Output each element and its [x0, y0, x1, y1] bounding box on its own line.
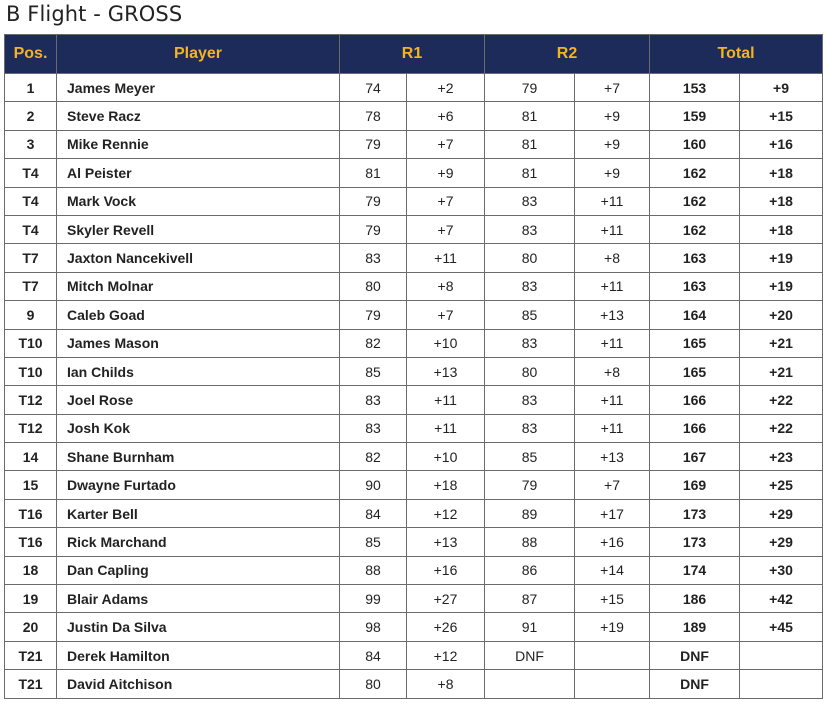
total-score-cell: 162: [650, 215, 740, 243]
table-row: [5, 74, 823, 102]
r2-to-par-cell: +15: [575, 585, 650, 613]
player-name-cell: Skyler Revell: [57, 215, 340, 243]
player-name-cell: Justin Da Silva: [57, 613, 340, 641]
r1-to-par-cell: +2: [407, 74, 485, 102]
r2-score-cell: 79: [485, 74, 575, 102]
total-score-cell: 153: [650, 74, 740, 102]
r1-score-cell: 79: [340, 301, 407, 329]
total-to-par-cell: +20: [740, 301, 823, 329]
r2-score-cell: 83: [485, 329, 575, 357]
table-row: [5, 471, 823, 499]
r2-to-par-cell: +11: [575, 329, 650, 357]
total-to-par-cell: +22: [740, 386, 823, 414]
total-score-cell: 162: [650, 159, 740, 187]
table-row: [5, 499, 823, 527]
r2-to-par-cell: [575, 670, 650, 698]
position-cell: T4: [5, 159, 57, 187]
table-row: [5, 244, 823, 272]
table-row: [5, 670, 823, 698]
r1-score-cell: 74: [340, 74, 407, 102]
player-name-cell: James Mason: [57, 329, 340, 357]
r1-score-cell: 80: [340, 272, 407, 300]
r1-to-par-cell: +11: [407, 386, 485, 414]
total-to-par-cell: +15: [740, 102, 823, 130]
r2-score-cell: 81: [485, 130, 575, 158]
r1-score-cell: 79: [340, 215, 407, 243]
position-cell: T16: [5, 499, 57, 527]
r1-to-par-cell: +12: [407, 499, 485, 527]
total-score-cell: 166: [650, 414, 740, 442]
total-to-par-cell: +9: [740, 74, 823, 102]
total-score-cell: 173: [650, 499, 740, 527]
table-row: [5, 528, 823, 556]
header-player: Player: [57, 35, 340, 74]
r1-to-par-cell: +10: [407, 329, 485, 357]
total-to-par-cell: +18: [740, 159, 823, 187]
r2-score-cell: 83: [485, 272, 575, 300]
position-cell: T21: [5, 670, 57, 698]
r1-to-par-cell: +27: [407, 585, 485, 613]
position-cell: 2: [5, 102, 57, 130]
position-cell: T16: [5, 528, 57, 556]
position-cell: 14: [5, 443, 57, 471]
r1-score-cell: 98: [340, 613, 407, 641]
r1-score-cell: 79: [340, 187, 407, 215]
table-row: [5, 443, 823, 471]
r2-to-par-cell: +13: [575, 443, 650, 471]
r1-score-cell: 83: [340, 386, 407, 414]
table-row: [5, 159, 823, 187]
table-row: [5, 272, 823, 300]
player-name-cell: Caleb Goad: [57, 301, 340, 329]
r2-to-par-cell: +19: [575, 613, 650, 641]
r2-score-cell: 91: [485, 613, 575, 641]
r1-score-cell: 81: [340, 159, 407, 187]
r1-to-par-cell: +11: [407, 414, 485, 442]
table-row: [5, 556, 823, 584]
r1-score-cell: 88: [340, 556, 407, 584]
total-score-cell: 167: [650, 443, 740, 471]
player-name-cell: James Meyer: [57, 74, 340, 102]
header-total: Total: [650, 35, 823, 74]
total-to-par-cell: +21: [740, 357, 823, 385]
r2-score-cell: 87: [485, 585, 575, 613]
r2-to-par-cell: +11: [575, 215, 650, 243]
r2-to-par-cell: +9: [575, 102, 650, 130]
table-row: [5, 414, 823, 442]
r1-to-par-cell: +7: [407, 301, 485, 329]
total-score-cell: 174: [650, 556, 740, 584]
total-score-cell: 163: [650, 272, 740, 300]
table-row: [5, 187, 823, 215]
player-name-cell: Karter Bell: [57, 499, 340, 527]
player-name-cell: Derek Hamilton: [57, 641, 340, 669]
player-name-cell: Jaxton Nancekivell: [57, 244, 340, 272]
r1-to-par-cell: +8: [407, 670, 485, 698]
r2-to-par-cell: +11: [575, 272, 650, 300]
total-score-cell: 165: [650, 329, 740, 357]
player-name-cell: David Aitchison: [57, 670, 340, 698]
r2-to-par-cell: +11: [575, 414, 650, 442]
r1-to-par-cell: +6: [407, 102, 485, 130]
table-row: [5, 102, 823, 130]
r2-to-par-cell: +13: [575, 301, 650, 329]
r2-score-cell: 85: [485, 301, 575, 329]
header-row: [5, 35, 823, 74]
player-name-cell: Blair Adams: [57, 585, 340, 613]
r2-score-cell: 83: [485, 414, 575, 442]
total-to-par-cell: +16: [740, 130, 823, 158]
r1-to-par-cell: +9: [407, 159, 485, 187]
r2-to-par-cell: +7: [575, 471, 650, 499]
total-to-par-cell: +45: [740, 613, 823, 641]
player-name-cell: Dan Capling: [57, 556, 340, 584]
position-cell: 9: [5, 301, 57, 329]
r1-to-par-cell: +12: [407, 641, 485, 669]
total-to-par-cell: +22: [740, 414, 823, 442]
header-r1: R1: [340, 35, 485, 74]
player-name-cell: Shane Burnham: [57, 443, 340, 471]
r1-to-par-cell: +13: [407, 528, 485, 556]
player-name-cell: Mark Vock: [57, 187, 340, 215]
total-to-par-cell: +19: [740, 244, 823, 272]
table-row: [5, 329, 823, 357]
table-row: [5, 130, 823, 158]
position-cell: T12: [5, 386, 57, 414]
position-cell: 19: [5, 585, 57, 613]
total-to-par-cell: +23: [740, 443, 823, 471]
total-score-cell: 186: [650, 585, 740, 613]
player-name-cell: Joel Rose: [57, 386, 340, 414]
position-cell: 20: [5, 613, 57, 641]
r2-score-cell: [485, 670, 575, 698]
r2-to-par-cell: +14: [575, 556, 650, 584]
total-to-par-cell: +25: [740, 471, 823, 499]
r1-to-par-cell: +11: [407, 244, 485, 272]
position-cell: T4: [5, 215, 57, 243]
r2-to-par-cell: [575, 641, 650, 669]
table-row: [5, 386, 823, 414]
total-score-cell: 160: [650, 130, 740, 158]
r1-score-cell: 83: [340, 414, 407, 442]
r1-score-cell: 80: [340, 670, 407, 698]
r2-to-par-cell: +9: [575, 130, 650, 158]
r2-score-cell: 81: [485, 159, 575, 187]
position-cell: T7: [5, 244, 57, 272]
total-score-cell: 189: [650, 613, 740, 641]
r2-score-cell: DNF: [485, 641, 575, 669]
position-cell: T7: [5, 272, 57, 300]
player-name-cell: Mike Rennie: [57, 130, 340, 158]
table-row: [5, 585, 823, 613]
r1-score-cell: 83: [340, 244, 407, 272]
r1-to-par-cell: +26: [407, 613, 485, 641]
r2-score-cell: 83: [485, 386, 575, 414]
r2-score-cell: 83: [485, 215, 575, 243]
header-pos: Pos.: [5, 35, 57, 74]
total-score-cell: 163: [650, 244, 740, 272]
position-cell: T10: [5, 357, 57, 385]
r2-to-par-cell: +8: [575, 244, 650, 272]
total-score-cell: DNF: [650, 670, 740, 698]
r2-to-par-cell: +11: [575, 187, 650, 215]
total-to-par-cell: +18: [740, 187, 823, 215]
r1-score-cell: 82: [340, 443, 407, 471]
total-score-cell: 173: [650, 528, 740, 556]
total-to-par-cell: +19: [740, 272, 823, 300]
r1-to-par-cell: +18: [407, 471, 485, 499]
r1-score-cell: 85: [340, 528, 407, 556]
r2-to-par-cell: +11: [575, 386, 650, 414]
position-cell: 18: [5, 556, 57, 584]
r2-to-par-cell: +17: [575, 499, 650, 527]
r1-to-par-cell: +13: [407, 357, 485, 385]
total-score-cell: 164: [650, 301, 740, 329]
table-row: [5, 215, 823, 243]
r1-to-par-cell: +10: [407, 443, 485, 471]
page-title: B Flight - GROSS: [6, 2, 183, 26]
results-table: [4, 34, 823, 699]
total-to-par-cell: +30: [740, 556, 823, 584]
total-to-par-cell: +29: [740, 528, 823, 556]
r1-score-cell: 84: [340, 641, 407, 669]
r1-score-cell: 82: [340, 329, 407, 357]
r2-score-cell: 86: [485, 556, 575, 584]
total-to-par-cell: +18: [740, 215, 823, 243]
total-score-cell: DNF: [650, 641, 740, 669]
player-name-cell: Ian Childs: [57, 357, 340, 385]
r1-score-cell: 84: [340, 499, 407, 527]
table-row: [5, 641, 823, 669]
player-name-cell: Josh Kok: [57, 414, 340, 442]
player-name-cell: Al Peister: [57, 159, 340, 187]
r1-score-cell: 79: [340, 130, 407, 158]
position-cell: 3: [5, 130, 57, 158]
r1-to-par-cell: +7: [407, 215, 485, 243]
total-score-cell: 165: [650, 357, 740, 385]
position-cell: T21: [5, 641, 57, 669]
total-score-cell: 166: [650, 386, 740, 414]
total-to-par-cell: [740, 670, 823, 698]
player-name-cell: Mitch Molnar: [57, 272, 340, 300]
header-r2: R2: [485, 35, 650, 74]
table-row: [5, 357, 823, 385]
player-name-cell: Dwayne Furtado: [57, 471, 340, 499]
r2-to-par-cell: +9: [575, 159, 650, 187]
r2-score-cell: 83: [485, 187, 575, 215]
r2-score-cell: 85: [485, 443, 575, 471]
r1-score-cell: 90: [340, 471, 407, 499]
r2-score-cell: 89: [485, 499, 575, 527]
r2-score-cell: 80: [485, 357, 575, 385]
position-cell: T12: [5, 414, 57, 442]
total-to-par-cell: +29: [740, 499, 823, 527]
player-name-cell: Rick Marchand: [57, 528, 340, 556]
total-to-par-cell: +21: [740, 329, 823, 357]
total-score-cell: 162: [650, 187, 740, 215]
position-cell: T10: [5, 329, 57, 357]
total-score-cell: 159: [650, 102, 740, 130]
r1-to-par-cell: +8: [407, 272, 485, 300]
r1-to-par-cell: +7: [407, 187, 485, 215]
r2-score-cell: 81: [485, 102, 575, 130]
r1-score-cell: 99: [340, 585, 407, 613]
r2-score-cell: 79: [485, 471, 575, 499]
table-row: [5, 613, 823, 641]
total-to-par-cell: [740, 641, 823, 669]
position-cell: T4: [5, 187, 57, 215]
r1-score-cell: 85: [340, 357, 407, 385]
position-cell: 15: [5, 471, 57, 499]
r1-to-par-cell: +16: [407, 556, 485, 584]
r1-score-cell: 78: [340, 102, 407, 130]
position-cell: 1: [5, 74, 57, 102]
total-to-par-cell: +42: [740, 585, 823, 613]
r2-to-par-cell: +16: [575, 528, 650, 556]
total-score-cell: 169: [650, 471, 740, 499]
r2-score-cell: 80: [485, 244, 575, 272]
r1-to-par-cell: +7: [407, 130, 485, 158]
r2-to-par-cell: +8: [575, 357, 650, 385]
r2-to-par-cell: +7: [575, 74, 650, 102]
player-name-cell: Steve Racz: [57, 102, 340, 130]
r2-score-cell: 88: [485, 528, 575, 556]
table-row: [5, 301, 823, 329]
